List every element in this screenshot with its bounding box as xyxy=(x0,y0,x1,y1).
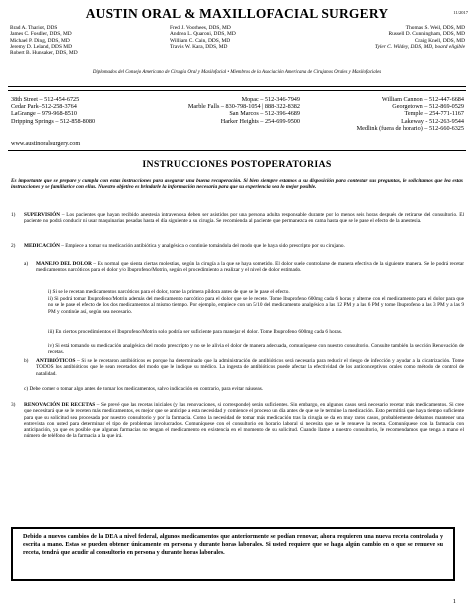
item-heading: RENOVACIÓN DE RECETAS xyxy=(24,402,96,408)
pain-management-paragraph xyxy=(36,261,464,274)
doctor-list-col1 xyxy=(10,25,78,56)
location-phone: Lakeway - 512-263-9544 xyxy=(401,117,464,125)
board-certification-note: Diplomados del Consejo Americano de Cirugía Oral y Maxilofacial • Miembros de la Asociación Americana de Cirujanos Orales y Maxilofaciales xyxy=(92,70,382,75)
section-title: INSTRUCCIONES POSTOPERATORIAS xyxy=(142,159,332,170)
intro-paragraph: Es importante que se prepare y cumpla con estas instrucciones para asegurar una buena recuperación. Si bien siempre estamos a su disposición para contestar sus preguntas, le solicitamos que lea estas instrucciones y se familiarice con ellas. Nuestro objetivo es brindarle la información necesaria para que su experiencia sea lo mejor posible. xyxy=(11,178,463,191)
website-link[interactable]: www.austinoralsurgery.com xyxy=(11,140,81,147)
item-number: 2) xyxy=(11,243,16,249)
antibiotics-paragraph xyxy=(36,358,464,377)
supervision-paragraph xyxy=(24,212,464,225)
doctor-name: Robert B. Hunsaker, DDS, MD xyxy=(10,50,78,57)
doctor-name: Brad A. Thariot, DDS xyxy=(10,25,58,31)
doctor-name: Russell D. Cunningham, DDS, MD xyxy=(388,31,465,38)
location-phone: Medlink (fuera de horario) – 512-660-6325 xyxy=(356,124,464,132)
location-phone: 38th Street – 512-454-6725 xyxy=(11,96,80,103)
location-phone: Dripping Springs – 512-858-8080 xyxy=(11,117,96,125)
pain-step-ii: ii) Si podrá tomar Ibuprofeno/Motrin además del medicamento narcótico para el dolor que se le recete. Tome Ibuprofeno 600mg cada 6 horas y alterne con el medicamento para el dolor para que no se le pase el efecto de los dos medicamentos al mismo tiempo. Por ejemplo, empiece con un 5/10 del medicamento analgésico a las 12 PM y a las 6 PM y tome Ibuprofeno a las 3 PM y a las 9 PM y continúe así, según sea necesario. xyxy=(48,296,464,315)
location-phone: William Cannon – 512-447-6684 xyxy=(381,96,464,103)
location-phone: Cedar Park–512-258-3764 xyxy=(11,103,77,111)
location-phone: Harker Heights – 254-699-9500 xyxy=(220,117,300,125)
practice-title: AUSTIN ORAL & MAXILLOFACIAL SURGERY xyxy=(85,6,389,21)
divider xyxy=(8,150,466,151)
item-heading: MANEJO DEL DOLOR xyxy=(36,261,92,267)
item-text: – Se prevé que las recetas iniciales (y las renovaciones, si corresponde) serán suficientes. Sin embargo, en algunos casos será necesario recetar más medicamentos. Si cree que necesitará que se le receten más medicamentos, es mejor que se anticipe a esta necesidad y comience el proceso un día antes de que se le termine la medicación. Esto permitirá que haya tiempo suficiente para que su solicitud sea procesada por nuestro consultorio y por la farmacia. Como la necesidad de tomar más medicación tras la cirugía se da en muy raros casos, probablemente debamos mantener una entrevista con usted para determinar el tipo de problemas involucrados. Comuníquese con el consultorio en horario laboral si necesita que se le renueve la receta. Comuníquese con la farmacia con anticipación, ya que es posible que algunas farmacias no tengan el medicamento en existencia en el momento de su solicitud. Cuando llame a nuestro consultorio, le recomendamos que tenga a mano el número de teléfono de la farmacia a la que irá. xyxy=(24,402,464,440)
item-number: 3) xyxy=(11,402,16,408)
sub-item-label: a) xyxy=(24,261,29,267)
item-text: – Empiece a tomar su medicación antibiótica y analgésica o continúe tomándola del modo que le haya sido prescripto por su cirujano. xyxy=(59,243,345,249)
item-heading: MEDICACIÓN xyxy=(24,243,60,249)
locations-col3 xyxy=(357,96,464,132)
document-date: 11/2017 xyxy=(453,10,468,15)
divider xyxy=(8,90,466,91)
page-number: 1 xyxy=(452,598,456,605)
item-heading: SUPERVISIÓN xyxy=(24,212,61,218)
item-heading: ANTIBIÓTICOS xyxy=(36,358,76,364)
divider xyxy=(8,86,466,87)
doctor-list-col2 xyxy=(170,25,236,50)
doctor-name: Craig Knell, DDS, MD xyxy=(414,37,465,44)
doctor-name: Tyler C. Wildey, DDS, MD, board eligible xyxy=(374,43,465,50)
location-phone: Georgetown – 512-869-0529 xyxy=(392,103,464,111)
doctor-name: Michael P. Ding, DDS, MD xyxy=(10,37,70,44)
medication-paragraph xyxy=(24,243,464,249)
item-text: – Los pacientes que hayan recibido anestesia intravenosa deben ser asistidos por una persona adulta responsable durante por lo menos seis horas después de retirarse del consultorio. El paciente no podrá conducir ni usar maquinarias pesadas hasta el día siguiente a su cirugía. Se recomienda al paciente que permanezca en cama hasta que se le pase el efecto de la anestesia. xyxy=(24,212,464,225)
locations-col1 xyxy=(11,96,95,125)
location-phone: Mopac – 512-346-7949 xyxy=(241,96,300,103)
doctor-name: Travis W. Kara, DDS, MD xyxy=(170,43,228,50)
prescription-renewal-paragraph xyxy=(24,402,464,440)
location-phone: San Marcos – 512-396-4689 xyxy=(229,110,300,118)
doctor-name: Jeremy D. Leland, DDS MD xyxy=(10,43,72,50)
doctor-name: James C. Fosdler, DDS, MD xyxy=(10,31,72,38)
doctor-name: William C. Cain, DDS, MD xyxy=(170,37,231,44)
doctor-name: Andrea L. Quaroni, DDS, MD xyxy=(170,31,236,38)
antibiotics-note-c: c) Debe comer o tomar algo antes de tomar los medicamentos, salvo indicación en contrario, para evitar náuseas. xyxy=(24,386,264,392)
doctor-name: Fred J. Voorhees, DDS, MD xyxy=(170,25,231,31)
location-phone: Temple – 254-771-1167 xyxy=(404,110,464,118)
item-text: – Es normal que sienta ciertas molestias, según la cirugía a la que se haya sometido. El dolor suele controlarse de manera efectiva de la siguiente manera. Se le podrá recetar medicamentos narcóticos para el dolor y/o Ibuprofeno/Motrin, según el procedimiento a realizar y el nivel de dolor estimado. xyxy=(36,261,465,274)
pain-step-iii: iii) En ciertos procedimientos el Ibuprofeno/Motrin solo podría ser suficiente para manejar el dolor. Tome Ibuprofeno 600mg cada 6 horas. xyxy=(48,329,343,335)
location-phone: Marble Falls – 830-798-1054 | 888-322-8382 xyxy=(187,103,300,111)
item-number: 1) xyxy=(11,212,16,218)
pain-step-iv: iv) Si está tomando su medicación analgésica del modo prescripto y no se le alivia el dolor de manera adecuada, comuníquese con nuestro consultorio. Consulte también la sección Renovación de recetas. xyxy=(48,343,464,356)
pain-step-i: i) Si se le recetan medicamentos narcóticos para el dolor, tome la primera píldora antes de que se le pase el efecto. xyxy=(48,289,290,295)
location-phone: LaGrange – 979-968-8510 xyxy=(11,110,77,118)
item-text: – Si se le recetaron antibióticos es porque ha determinado que la administración de antibióticos será necesaria para reducir el riesgo de infección y ayudar a la cicatrización. Tome TODOS los antibióticos que le sean recetados del modo que le indique su médico. La ingesta de antibióticos puede afectar la efectividad de los anticonceptivos orales como método de control de natalidad. xyxy=(36,358,464,377)
dea-notice-box: Debido a nuevos cambios de la DEA a nivel federal, algunos medicamentos que anteriormente se podían renovar, ahora requieren una nueva receta controlada y escrita a mano. Estas se pueden obtener únicamente en persona y durante horas laborales. Si usted requiere que se haga algún cambio en o que se renueve su receta, tendrá que acudir al consultorio en persona y durante horas laborales. xyxy=(11,527,455,581)
locations-col2 xyxy=(160,96,300,125)
sub-item-label: b) xyxy=(24,358,29,364)
doctor-name: Thomas S. Weil, DDS, MD xyxy=(405,25,465,31)
doctor-list-col3 xyxy=(375,25,465,50)
